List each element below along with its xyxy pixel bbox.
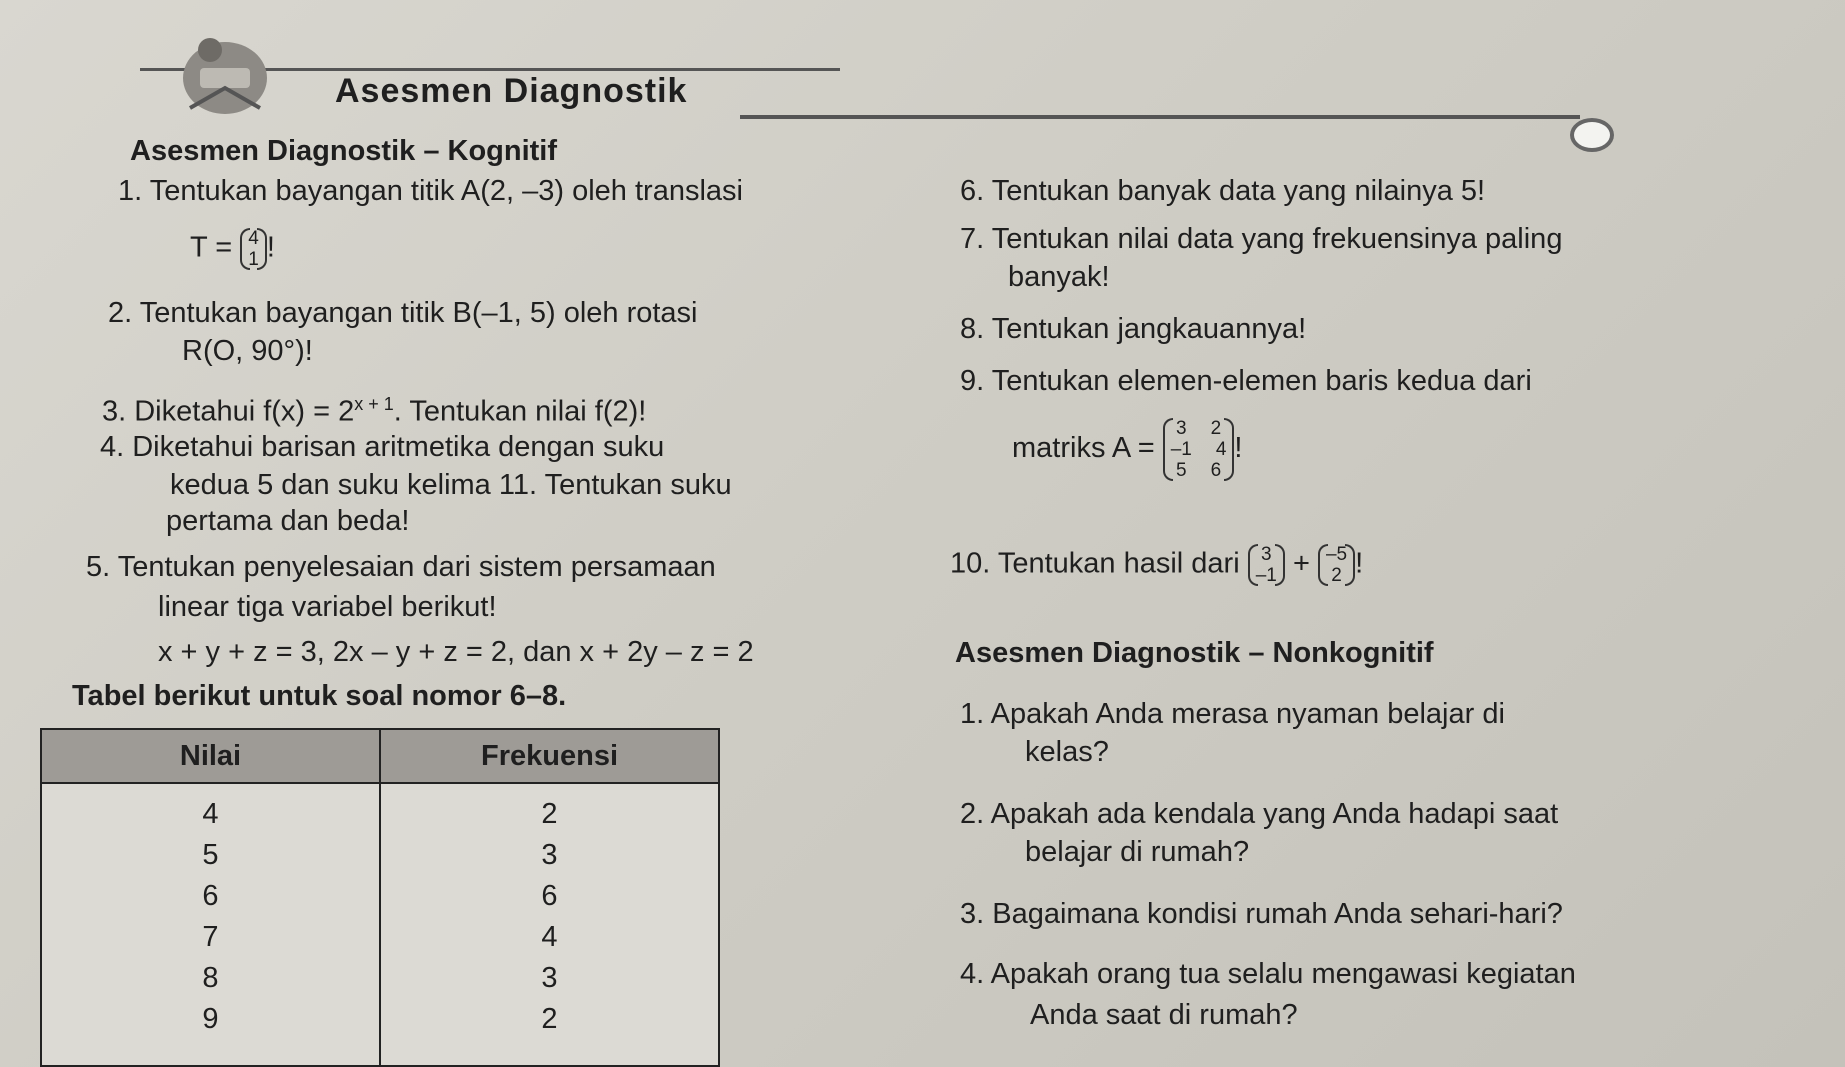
question-4-line-3: pertama dan beda! bbox=[166, 505, 410, 537]
matrix-a: 3 2 –1 4 5 6 bbox=[1163, 418, 1235, 481]
header-dot-icon bbox=[1570, 118, 1614, 152]
reading-figure-icon bbox=[170, 28, 280, 118]
nonkognitif-q2-line-2: belajar di rumah? bbox=[1025, 836, 1250, 868]
table-cell: 8 bbox=[202, 962, 219, 994]
nilai-column bbox=[41, 783, 380, 1066]
question-6: 6. Tentukan banyak data yang nilainya 5! bbox=[960, 175, 1486, 207]
nonkognitif-q1-line-1: 1. Apakah Anda merasa nyaman belajar di bbox=[960, 698, 1505, 730]
table-cell: 6 bbox=[541, 880, 558, 912]
question-9-line-2: matriks A = 3 2 –1 4 5 6 ! bbox=[1012, 418, 1243, 481]
question-9-line-1: 9. Tentukan elemen-elemen baris kedua dari bbox=[960, 365, 1532, 397]
question-1-line-2: T = 4 1 ! bbox=[190, 228, 275, 270]
question-2-line-2: R(O, 90°)! bbox=[182, 335, 313, 367]
table-intro: Tabel berikut untuk soal nomor 6–8. bbox=[72, 680, 567, 712]
question-5-line-1: 5. Tentukan penyelesaian dari sistem persamaan bbox=[86, 551, 716, 583]
table-cell: 9 bbox=[202, 1003, 219, 1035]
translation-vector: 4 1 bbox=[240, 228, 267, 270]
question-1-line-1: 1. Tentukan bayangan titik A(2, –3) oleh translasi bbox=[118, 175, 743, 207]
question-10: 10. Tentukan hasil dari 3 –1 + –5 2 ! bbox=[950, 544, 1364, 586]
question-2-line-1: 2. Tentukan bayangan titik B(–1, 5) oleh rotasi bbox=[108, 297, 698, 329]
table-cell: 3 bbox=[541, 962, 558, 994]
question-4-line-1: 4. Diketahui barisan aritmetika dengan suku bbox=[100, 431, 665, 463]
nonkognitif-q4-line-2: Anda saat di rumah? bbox=[1030, 999, 1298, 1031]
question-7-line-1: 7. Tentukan nilai data yang frekuensinya paling bbox=[960, 223, 1563, 255]
question-5-line-2: linear tiga variabel berikut! bbox=[158, 591, 497, 623]
table-header-frekuensi: Frekuensi bbox=[380, 729, 719, 783]
table-cell: 2 bbox=[541, 798, 558, 830]
table-cell: 6 bbox=[202, 880, 219, 912]
question-4-line-2: kedua 5 dan suku kelima 11. Tentukan suku bbox=[170, 469, 732, 501]
nonkognitif-title: Asesmen Diagnostik – Nonkognitif bbox=[955, 637, 1434, 669]
table-cell: 2 bbox=[541, 1003, 558, 1035]
header-rule-bottom bbox=[740, 115, 1580, 119]
table-header-nilai: Nilai bbox=[41, 729, 380, 783]
table-cell: 4 bbox=[202, 798, 219, 830]
table-cell: 7 bbox=[202, 921, 219, 953]
frekuensi-column bbox=[380, 783, 719, 1066]
header-title: Asesmen Diagnostik bbox=[335, 72, 688, 110]
vector-1: 3 –1 bbox=[1248, 544, 1285, 586]
question-3: 3. Diketahui $f(x) = 2^{x + 1}$. Tentukan nilai f(2)! bbox=[102, 394, 647, 428]
nonkognitif-q2-line-1: 2. Apakah ada kendala yang Anda hadapi saat bbox=[960, 798, 1559, 830]
kognitif-title: Asesmen Diagnostik – Kognitif bbox=[130, 135, 558, 167]
vector-2: –5 2 bbox=[1318, 544, 1355, 586]
frequency-table bbox=[40, 728, 720, 1067]
question-8: 8. Tentukan jangkauannya! bbox=[960, 313, 1307, 345]
nonkognitif-q1-line-2: kelas? bbox=[1025, 736, 1109, 768]
table-cell: 5 bbox=[202, 839, 219, 871]
nonkognitif-q3: 3. Bagaimana kondisi rumah Anda sehari-hari? bbox=[960, 898, 1563, 930]
table-cell: 3 bbox=[541, 839, 558, 871]
translation-label: T = bbox=[190, 231, 233, 264]
nonkognitif-q4-line-1: 4. Apakah orang tua selalu mengawasi kegiatan bbox=[960, 958, 1576, 990]
question-5-equations: x + y + z = 3, 2x – y + z = 2, dan x + 2y – z = 2 bbox=[158, 636, 754, 668]
question-7-line-2: banyak! bbox=[1008, 261, 1110, 293]
table-cell: 4 bbox=[541, 921, 558, 953]
